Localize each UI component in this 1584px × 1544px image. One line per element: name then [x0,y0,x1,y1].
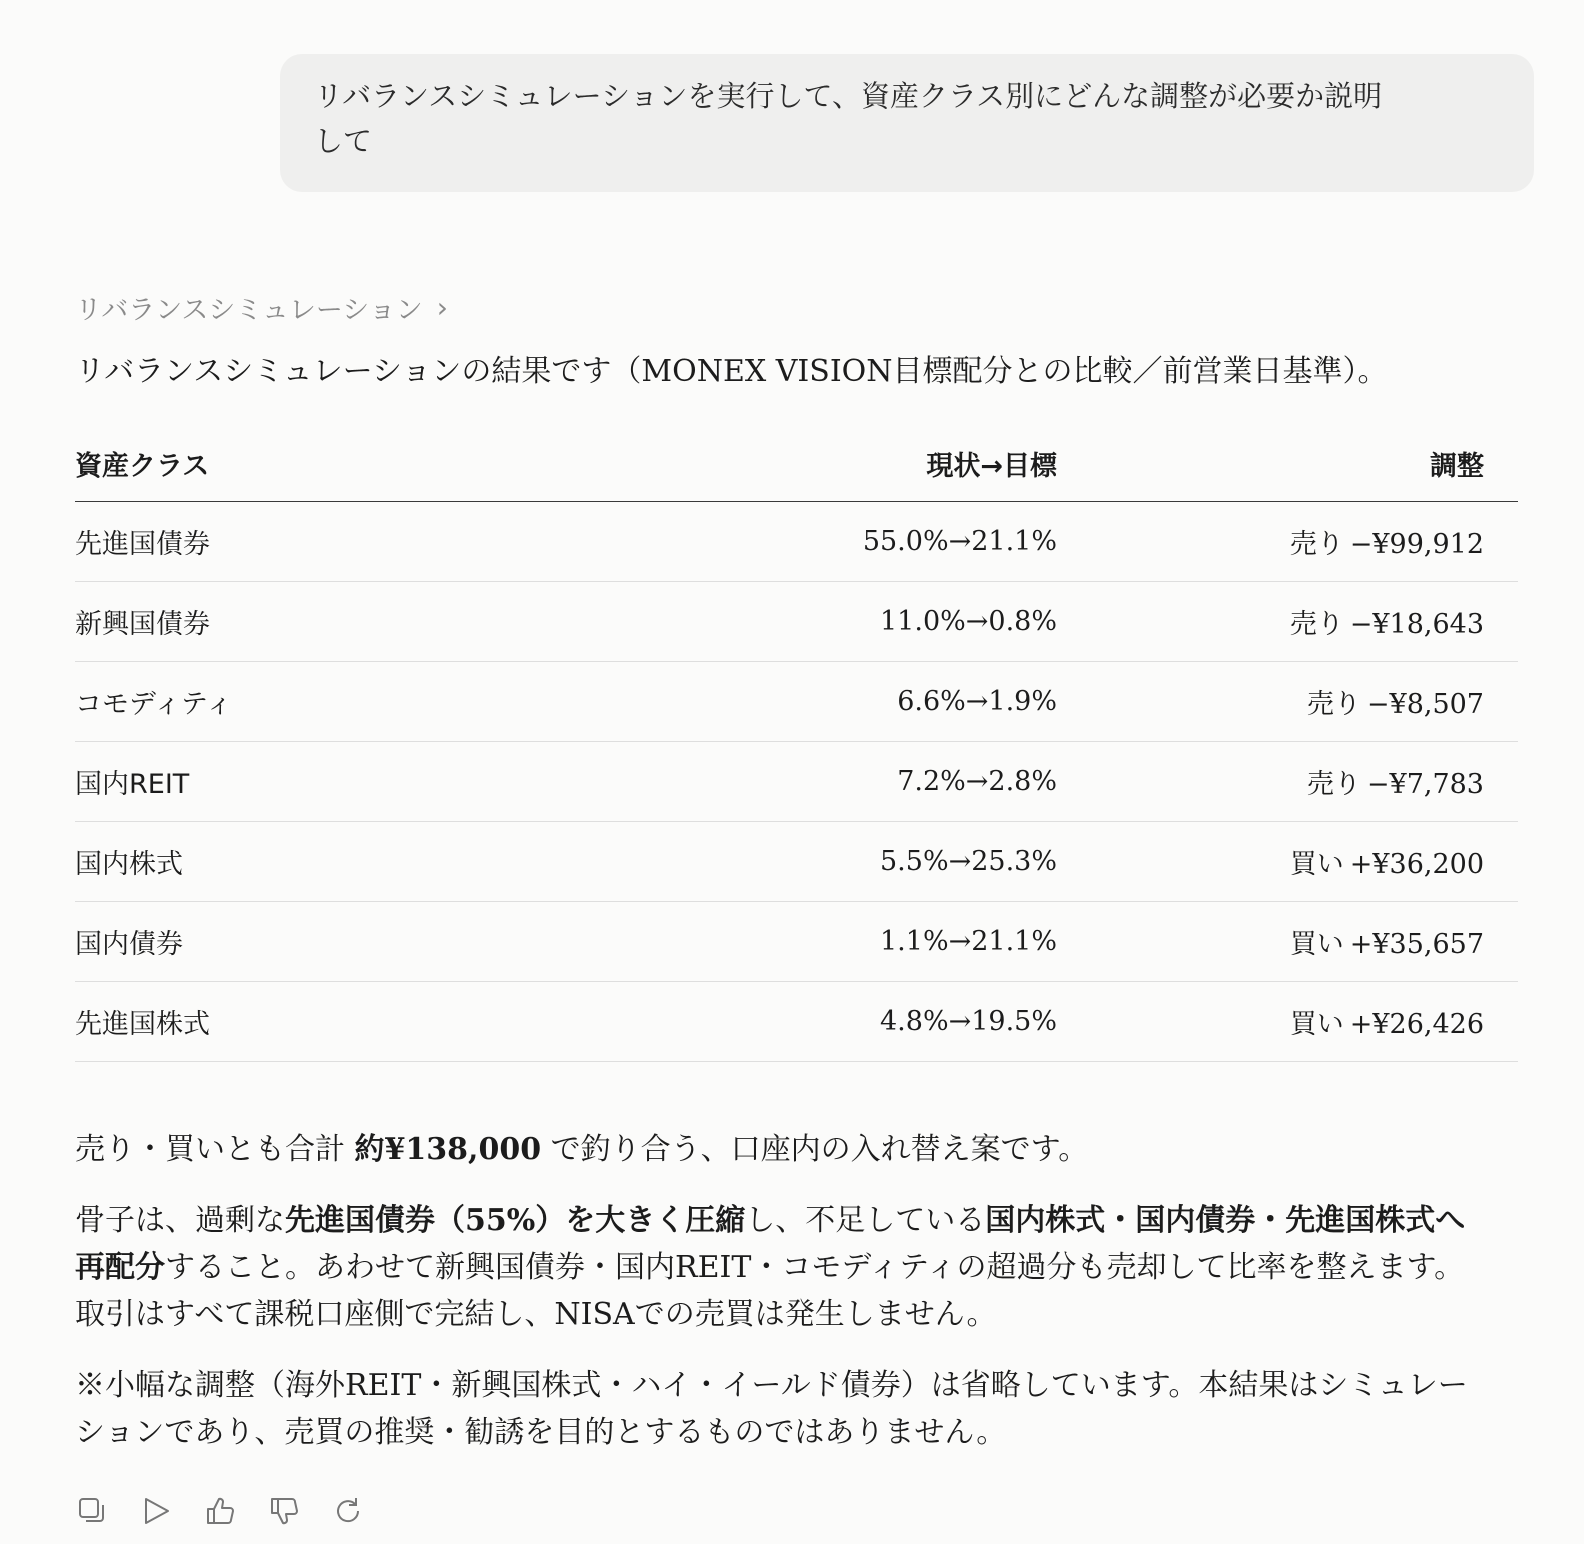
chevron-right-icon: › [436,291,448,324]
trade-action: 売り [1306,689,1361,720]
adjustment-cell [1057,822,1518,902]
trade-action: 買い [1289,1009,1344,1040]
trade-amount: +¥36,200 [1349,849,1484,880]
ratio-cell: 5.5%→25.3% [535,822,1057,902]
trade-action: 買い [1289,849,1344,880]
assistant-intro: リバランスシミュレーションの結果です（MONEX VISION目標配分との比較／前営業日基準）。 [75,354,1388,389]
ratio-cell: 7.2%→2.8% [535,742,1057,822]
play-icon[interactable] [139,1494,173,1528]
retry-icon[interactable] [331,1494,365,1528]
trade-amount: −¥18,643 [1349,609,1484,640]
trade-amount: −¥7,783 [1366,769,1484,800]
detail-paragraph [75,1197,1475,1338]
summary-text-before: 売り・買いとも合計 [75,1132,355,1167]
detail-text-2: し、不足している [745,1203,986,1238]
disclaimer-note: ※小幅な調整（海外REIT・新興国株式・ハイ・イールド債券）は省略しています。本結果はシミュレーションであり、売買の推奨・勧誘を目的とするものではありません。 [75,1368,1468,1450]
adjustment-cell [1057,582,1518,662]
asset-class-cell: 先進国株式 [75,982,535,1062]
ratio-cell: 1.1%→21.1% [535,902,1057,982]
asset-class-cell: 新興国債券 [75,582,535,662]
trade-amount: −¥8,507 [1366,689,1484,720]
table-row [75,902,1518,982]
trade-action: 売り [1289,529,1344,560]
tool-call-toggle[interactable] [75,288,448,327]
asset-class-cell: 先進国債券 [75,502,535,582]
user-message-line-2: して [314,124,373,158]
detail-text-1: 骨子は、過剰な [75,1203,285,1238]
thumbs-down-icon[interactable] [267,1494,301,1528]
trade-amount: +¥35,657 [1349,929,1484,960]
ratio-cell: 4.8%→19.5% [535,982,1057,1062]
header-asset-class: 資産クラス [75,425,535,502]
trade-action: 売り [1289,609,1344,640]
asset-class-cell: 国内REIT [75,742,535,822]
table-header-row [75,425,1518,502]
trade-action: 買い [1289,929,1344,960]
thumbs-up-icon[interactable] [203,1494,237,1528]
ratio-cell: 11.0%→0.8% [535,582,1057,662]
ratio-cell: 6.6%→1.9% [535,662,1057,742]
detail-text-3: すること。あわせて新興国債券・国内REIT・コモディティの超過分も売却して比率を整えます。取引はすべて課税口座側で完結し、NISAでの売買は発生しません。 [75,1250,1465,1332]
adjustment-cell [1057,982,1518,1062]
table-row [75,582,1518,662]
trade-amount: +¥26,426 [1349,1009,1484,1040]
asset-class-cell: 国内株式 [75,822,535,902]
table-row [75,822,1518,902]
asset-class-cell: 国内債券 [75,902,535,982]
adjustment-cell [1057,662,1518,742]
header-current-target: 現状→目標 [535,425,1057,502]
header-adjustment: 調整 [1057,425,1518,502]
detail-bold-2: 国内株式・国内債券・先進国株式へ再配分 [75,1203,1466,1285]
detail-bold-1: 先進国債券（55%）を大きく圧縮 [285,1203,746,1238]
adjustment-cell [1057,742,1518,822]
message-actions [75,1494,365,1528]
ratio-cell: 55.0%→21.1% [535,502,1057,582]
adjustment-cell [1057,902,1518,982]
trade-amount: −¥99,912 [1349,529,1484,560]
adjustment-cell [1057,502,1518,582]
trade-action: 売り [1306,769,1361,800]
summary-paragraph [75,1126,1475,1173]
summary-text-after: で釣り合う、口座内の入れ替え案です。 [541,1132,1089,1167]
table-row [75,982,1518,1062]
table-row [75,742,1518,822]
summary-total: 約¥138,000 [354,1132,542,1167]
asset-class-cell: コモディティ [75,662,535,742]
rebalance-table [75,425,1518,1062]
user-message-line-1: リバランスシミュレーションを実行して、資産クラス別にどんな調整が必要か説明 [314,79,1383,113]
table-row [75,502,1518,582]
table-row [75,662,1518,742]
tool-call-label: リバランスシミュレーション [75,295,423,326]
user-message-bubble [280,54,1534,192]
copy-icon[interactable] [75,1494,109,1528]
